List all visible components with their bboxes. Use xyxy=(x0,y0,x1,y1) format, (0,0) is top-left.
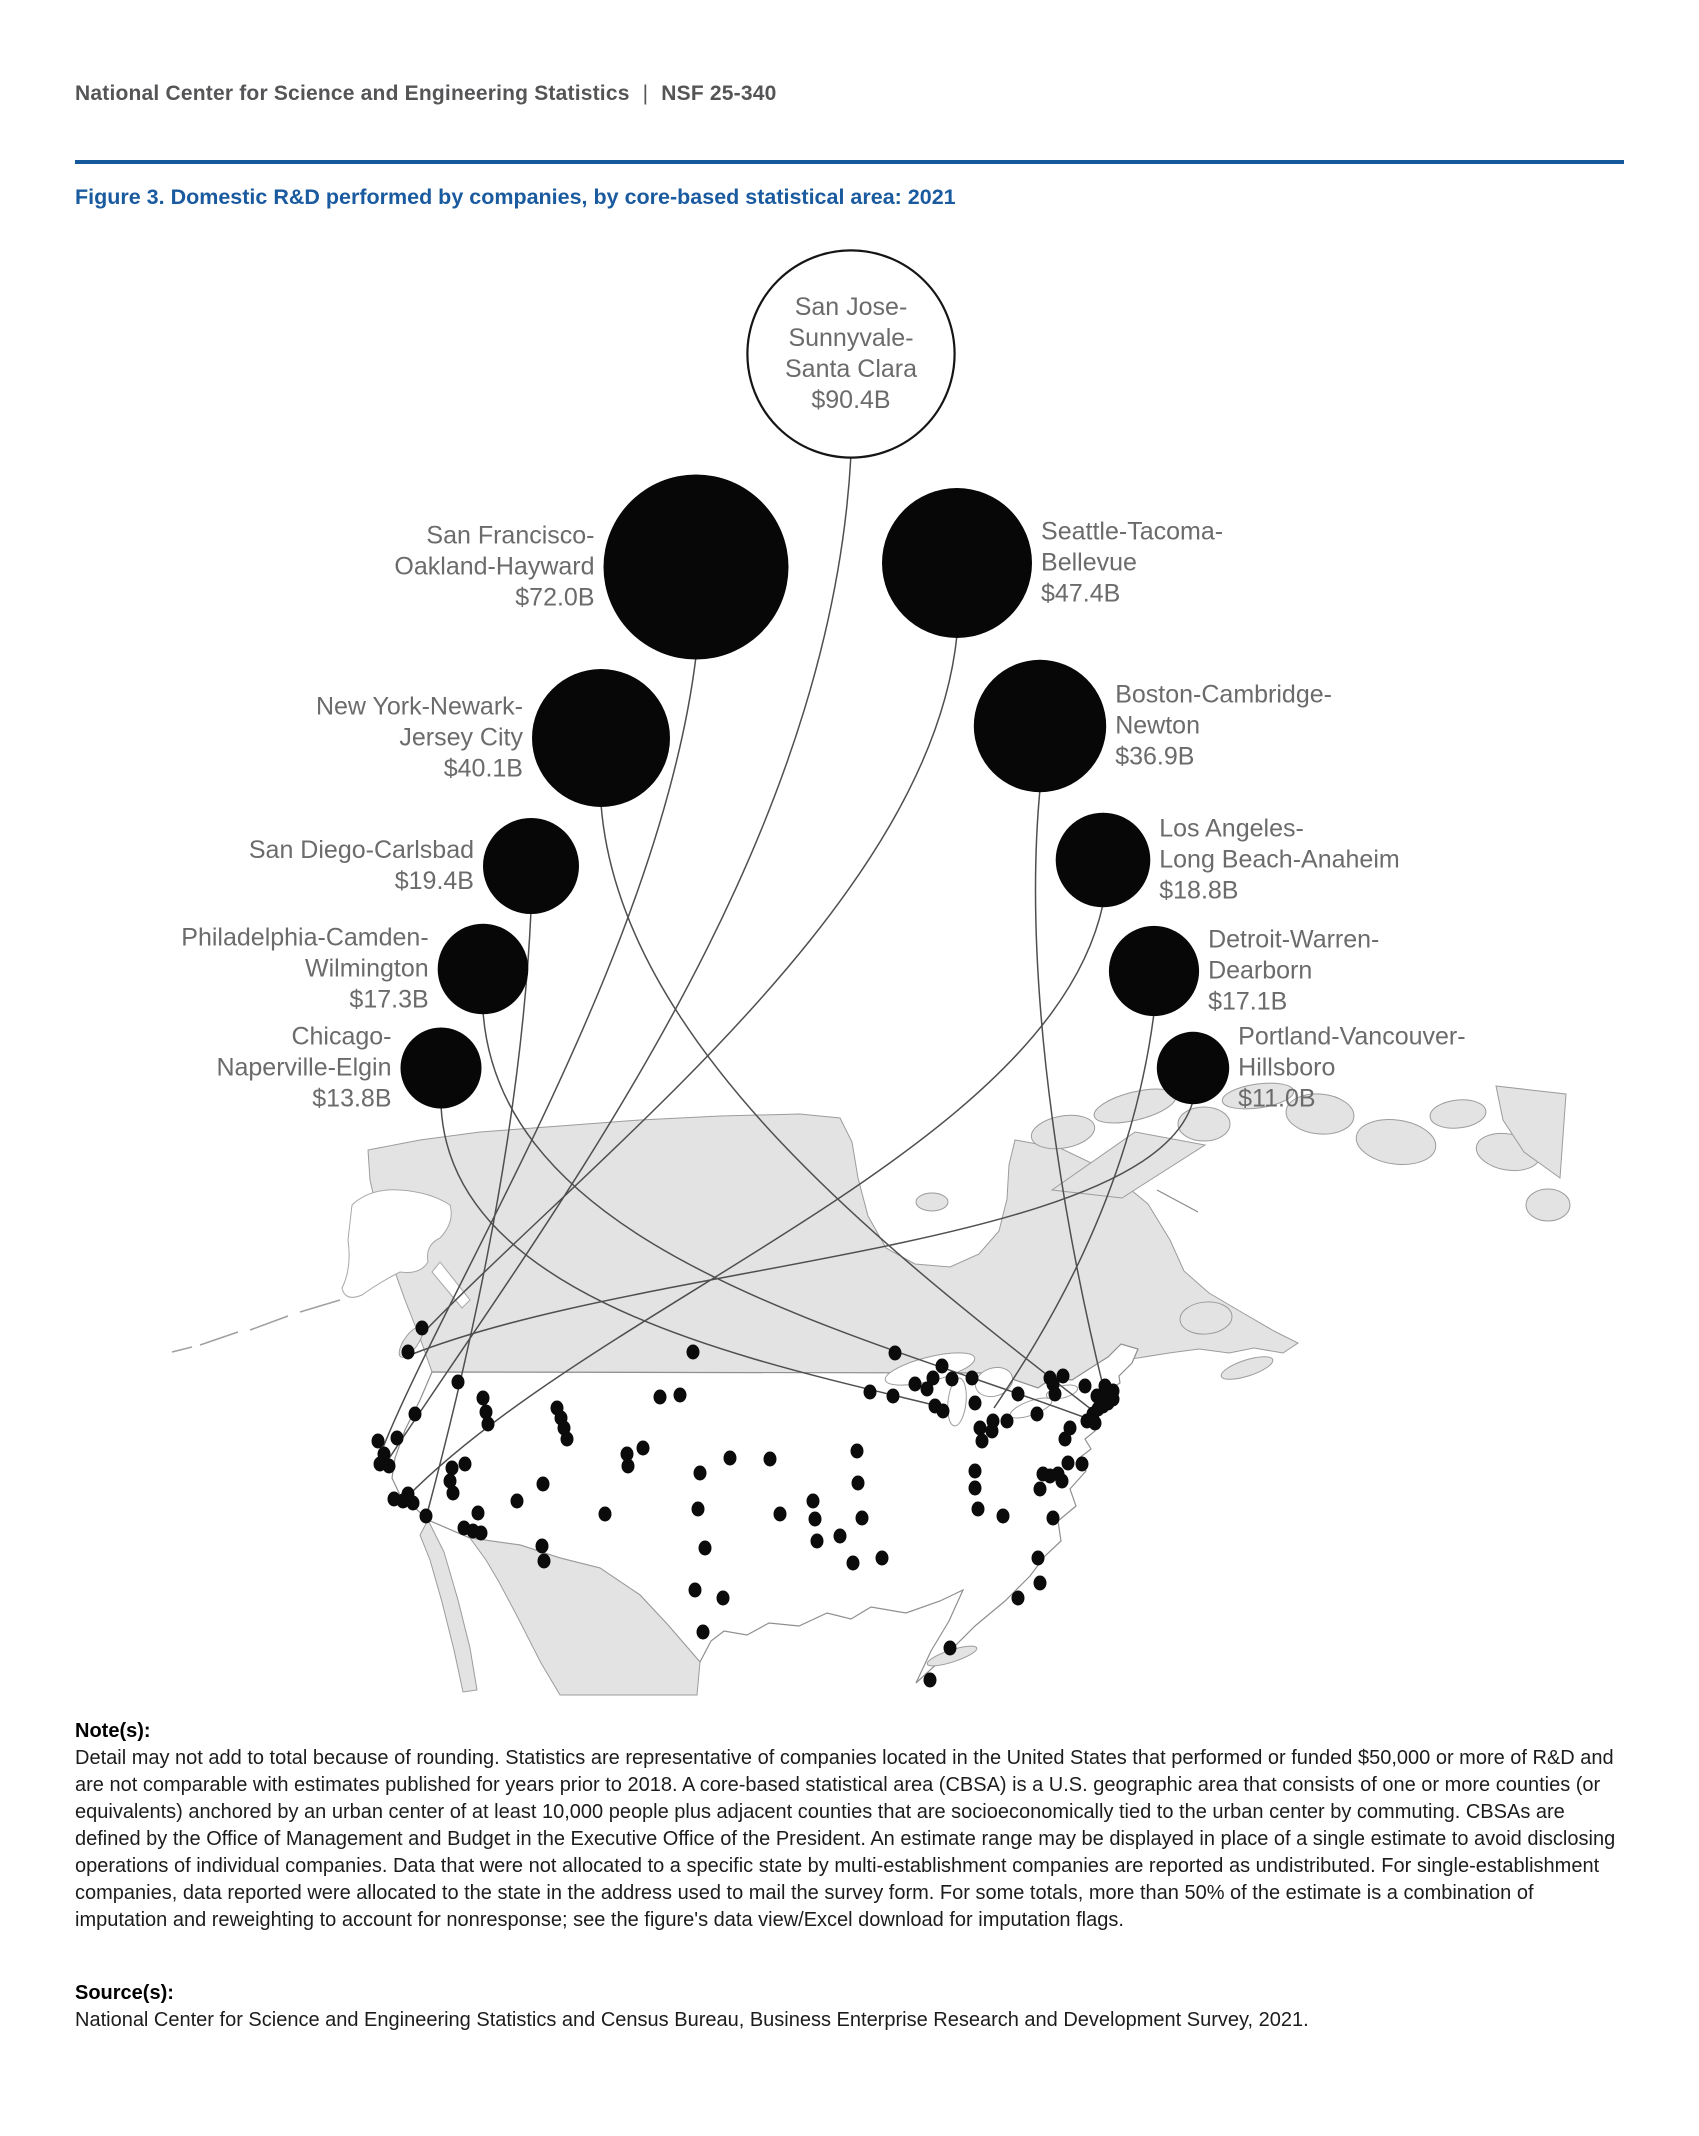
company-location-dot xyxy=(692,1502,705,1517)
company-location-dot xyxy=(1034,1482,1047,1497)
company-location-dot xyxy=(966,1371,979,1386)
company-location-dot xyxy=(654,1390,667,1405)
bubble-label-line: Newton xyxy=(1115,711,1200,740)
company-location-dot xyxy=(409,1407,422,1422)
company-location-dot xyxy=(407,1496,420,1511)
company-location-dot xyxy=(1092,1402,1105,1417)
bubble-label-line: San Diego-Carlsbad xyxy=(248,836,474,864)
company-location-dot xyxy=(974,1421,987,1436)
company-location-dot xyxy=(1012,1387,1025,1402)
company-location-dot xyxy=(887,1389,900,1404)
company-location-dot xyxy=(472,1506,485,1521)
bubble-label-line: New York-Newark- xyxy=(315,692,523,721)
company-location-dot xyxy=(1057,1369,1070,1384)
bubble-portland xyxy=(1157,1032,1229,1104)
bubble-detroit xyxy=(1109,926,1199,1016)
bubble-label-line: Hillsboro xyxy=(1238,1053,1336,1082)
company-location-dot xyxy=(699,1541,712,1556)
company-location-dot xyxy=(876,1551,889,1566)
company-location-dot xyxy=(851,1444,864,1459)
bubble-label-line: Seattle-Tacoma- xyxy=(1041,517,1224,546)
hudson-bay-island xyxy=(916,1193,948,1211)
bubble-label-line: Chicago- xyxy=(291,1022,392,1051)
company-location-dot xyxy=(687,1345,700,1360)
bubble-value: $36.9B xyxy=(1115,742,1195,771)
header-separator: | xyxy=(642,82,649,105)
company-location-dot xyxy=(1032,1551,1045,1566)
company-location-dot xyxy=(1034,1576,1047,1591)
bubble-label-line: Jersey City xyxy=(399,723,523,752)
company-location-dot xyxy=(864,1385,877,1400)
coast-line-mark xyxy=(1157,1190,1198,1212)
company-location-dot xyxy=(909,1377,922,1392)
baja-california xyxy=(420,1520,477,1692)
company-location-dot xyxy=(637,1441,650,1456)
source-section xyxy=(75,1980,1626,2034)
company-location-dot xyxy=(452,1375,465,1390)
bubble-label-line: Oakland-Hayward xyxy=(394,552,595,581)
bubble-label-line: Sunnyvale- xyxy=(788,324,914,352)
company-location-dot xyxy=(537,1477,550,1492)
bubble-new-york xyxy=(532,669,670,807)
bubble-value: $13.8B xyxy=(312,1084,392,1113)
company-location-dot xyxy=(459,1457,472,1472)
bubble-seattle xyxy=(882,488,1032,638)
company-location-dot xyxy=(1049,1387,1062,1402)
bubble-label-line: Portland-Vancouver- xyxy=(1238,1022,1466,1051)
company-location-dot xyxy=(694,1466,707,1481)
bubble-chicago xyxy=(401,1028,482,1109)
company-location-dot xyxy=(969,1396,982,1411)
company-location-dot xyxy=(1056,1474,1069,1489)
company-location-dot xyxy=(724,1451,737,1466)
bubble-label-line: Santa Clara xyxy=(784,355,918,383)
bubble-label-line: Boston-Cambridge- xyxy=(1115,680,1332,709)
company-location-dot xyxy=(1031,1407,1044,1422)
company-location-dot xyxy=(536,1539,549,1554)
aleutian-islands xyxy=(172,1300,340,1352)
company-location-dot xyxy=(969,1464,982,1479)
company-location-dot xyxy=(1062,1456,1075,1471)
company-location-dot xyxy=(852,1476,865,1491)
bubble-value: $90.4B xyxy=(811,386,891,414)
company-location-dot xyxy=(1001,1414,1014,1429)
bubble-boston xyxy=(974,660,1106,792)
bubble-label-line: Wilmington xyxy=(305,954,429,983)
company-location-dot xyxy=(774,1507,787,1522)
arctic-island xyxy=(1429,1097,1488,1131)
company-location-dot xyxy=(717,1591,730,1606)
company-location-dot xyxy=(697,1625,710,1640)
nova-scotia xyxy=(1219,1352,1275,1384)
bubble-value: $17.1B xyxy=(1208,987,1288,1016)
bubble-value: $72.0B xyxy=(515,583,595,612)
company-location-dot xyxy=(1047,1511,1060,1526)
company-location-dot xyxy=(1012,1591,1025,1606)
company-location-dot xyxy=(416,1321,429,1336)
company-location-dot xyxy=(972,1502,985,1517)
bubble-value: $47.4B xyxy=(1041,579,1121,608)
company-location-dot xyxy=(599,1507,612,1522)
bubble-value: $11.0B xyxy=(1238,1084,1316,1113)
company-location-dot xyxy=(1076,1457,1089,1472)
bubble-label-line: Philadelphia-Camden- xyxy=(181,923,429,952)
company-location-dot xyxy=(372,1434,385,1449)
bubble-san-jose xyxy=(747,250,954,457)
company-location-dot xyxy=(937,1404,950,1419)
company-location-dot xyxy=(976,1434,989,1449)
company-location-dot xyxy=(969,1481,982,1496)
figure-title: Figure 3. Domestic R&D performed by companies, by core-based statistical area: 2021 xyxy=(75,185,956,209)
company-location-dot xyxy=(482,1417,495,1432)
company-location-dot xyxy=(383,1459,396,1474)
arctic-island xyxy=(1221,1079,1296,1113)
company-location-dot xyxy=(1079,1379,1092,1394)
notes-section xyxy=(75,1718,1626,1934)
company-location-dot xyxy=(475,1526,488,1541)
bubble-label-line: San Francisco- xyxy=(426,521,595,550)
arctic-island xyxy=(1178,1107,1230,1141)
company-location-dot xyxy=(622,1459,635,1474)
company-location-dot xyxy=(809,1512,822,1527)
bubble-san-francisco xyxy=(604,475,789,660)
company-location-dot xyxy=(538,1554,551,1569)
doc-number: NSF 25-340 xyxy=(661,82,777,105)
bubble-san-diego xyxy=(483,818,579,914)
company-location-dot xyxy=(477,1391,490,1406)
company-location-dot xyxy=(946,1372,959,1387)
notes-heading: Note(s): xyxy=(75,1720,151,1742)
company-location-dot xyxy=(1059,1432,1072,1447)
bubble-label-line: Long Beach-Anaheim xyxy=(1159,845,1400,874)
source-body: National Center for Science and Engineering Statistics and Census Bureau, Business Enterprise Research and Development Survey, 2021. xyxy=(75,2009,1309,2031)
bubble-value: $17.3B xyxy=(349,985,429,1014)
company-location-dot xyxy=(997,1509,1010,1524)
cbsa-bubbles xyxy=(401,250,1230,1108)
arctic-island xyxy=(1284,1091,1355,1137)
company-location-dot xyxy=(420,1509,433,1524)
company-location-dot xyxy=(561,1432,574,1447)
company-location-dot xyxy=(847,1556,860,1571)
arctic-island xyxy=(1526,1189,1570,1221)
bubble-label-line: Los Angeles- xyxy=(1159,814,1304,843)
bubble-label-line: Naperville-Elgin xyxy=(216,1053,392,1082)
company-location-dot xyxy=(511,1494,524,1509)
company-location-dot xyxy=(447,1486,460,1501)
company-location-dot xyxy=(927,1371,940,1386)
company-location-dot xyxy=(402,1345,415,1360)
bubble-philadelphia xyxy=(438,924,529,1015)
company-location-dot xyxy=(944,1641,957,1656)
source-heading: Source(s): xyxy=(75,1982,174,2004)
company-location-dot xyxy=(674,1388,687,1403)
company-location-dot xyxy=(936,1359,949,1374)
company-location-dot xyxy=(689,1583,702,1598)
company-location-dot xyxy=(391,1431,404,1446)
company-location-dot xyxy=(1089,1416,1102,1431)
bubble-label-line: Detroit-Warren- xyxy=(1208,925,1380,954)
bubble-label-line: San Jose- xyxy=(794,293,908,321)
company-location-dot xyxy=(924,1673,937,1688)
bubble-value: $18.8B xyxy=(1159,876,1239,905)
notes-body: Detail may not add to total because of rounding. Statistics are representative of companies located in the United States that performed or funded $50,000 or more of R&D and are not comparable with estimates published for years prior to 2018. A core-based statistical area (CBSA) is a U.S. geographic area that consists of one or more counties (or equivalents) anchored by an urban center of at least 10,000 people plus adjacent counties that are socioeconomically tied to the urban center by commuting. CBSAs are defined by the Office of Management and Budget in the Executive Office of the President. An estimate range may be displayed in place of a single estimate to avoid disclosing operations of individual companies. Data that were not allocated to a specific state by multi-establishment companies are reported as undistributed. For single-establishment companies, data reported were allocated to the state in the address used to mail the survey form. For some totals, more than 50% of the estimate is a combination of imputation and reweighting to account for nonresponse; see the figure's data view/Excel download for imputation flags. xyxy=(75,1747,1616,1931)
company-location-dot xyxy=(889,1346,902,1361)
agency-name: National Center for Science and Engineering Statistics xyxy=(75,82,630,105)
arctic-island xyxy=(1353,1115,1438,1170)
united-states-landmass xyxy=(392,1344,1138,1683)
company-location-dot xyxy=(807,1494,820,1509)
company-location-dot xyxy=(834,1529,847,1544)
bubble-label-line: Bellevue xyxy=(1041,548,1137,577)
company-location-dot xyxy=(446,1461,459,1476)
bubble-value: $40.1B xyxy=(443,754,523,783)
bubble-los-angeles xyxy=(1056,813,1151,908)
company-location-dot xyxy=(811,1534,824,1549)
bubble-label-line: Dearborn xyxy=(1208,956,1313,985)
company-location-dot xyxy=(856,1511,869,1526)
bubble-value: $19.4B xyxy=(394,867,474,895)
company-location-dot xyxy=(764,1452,777,1467)
company-location-dot xyxy=(987,1414,1000,1429)
